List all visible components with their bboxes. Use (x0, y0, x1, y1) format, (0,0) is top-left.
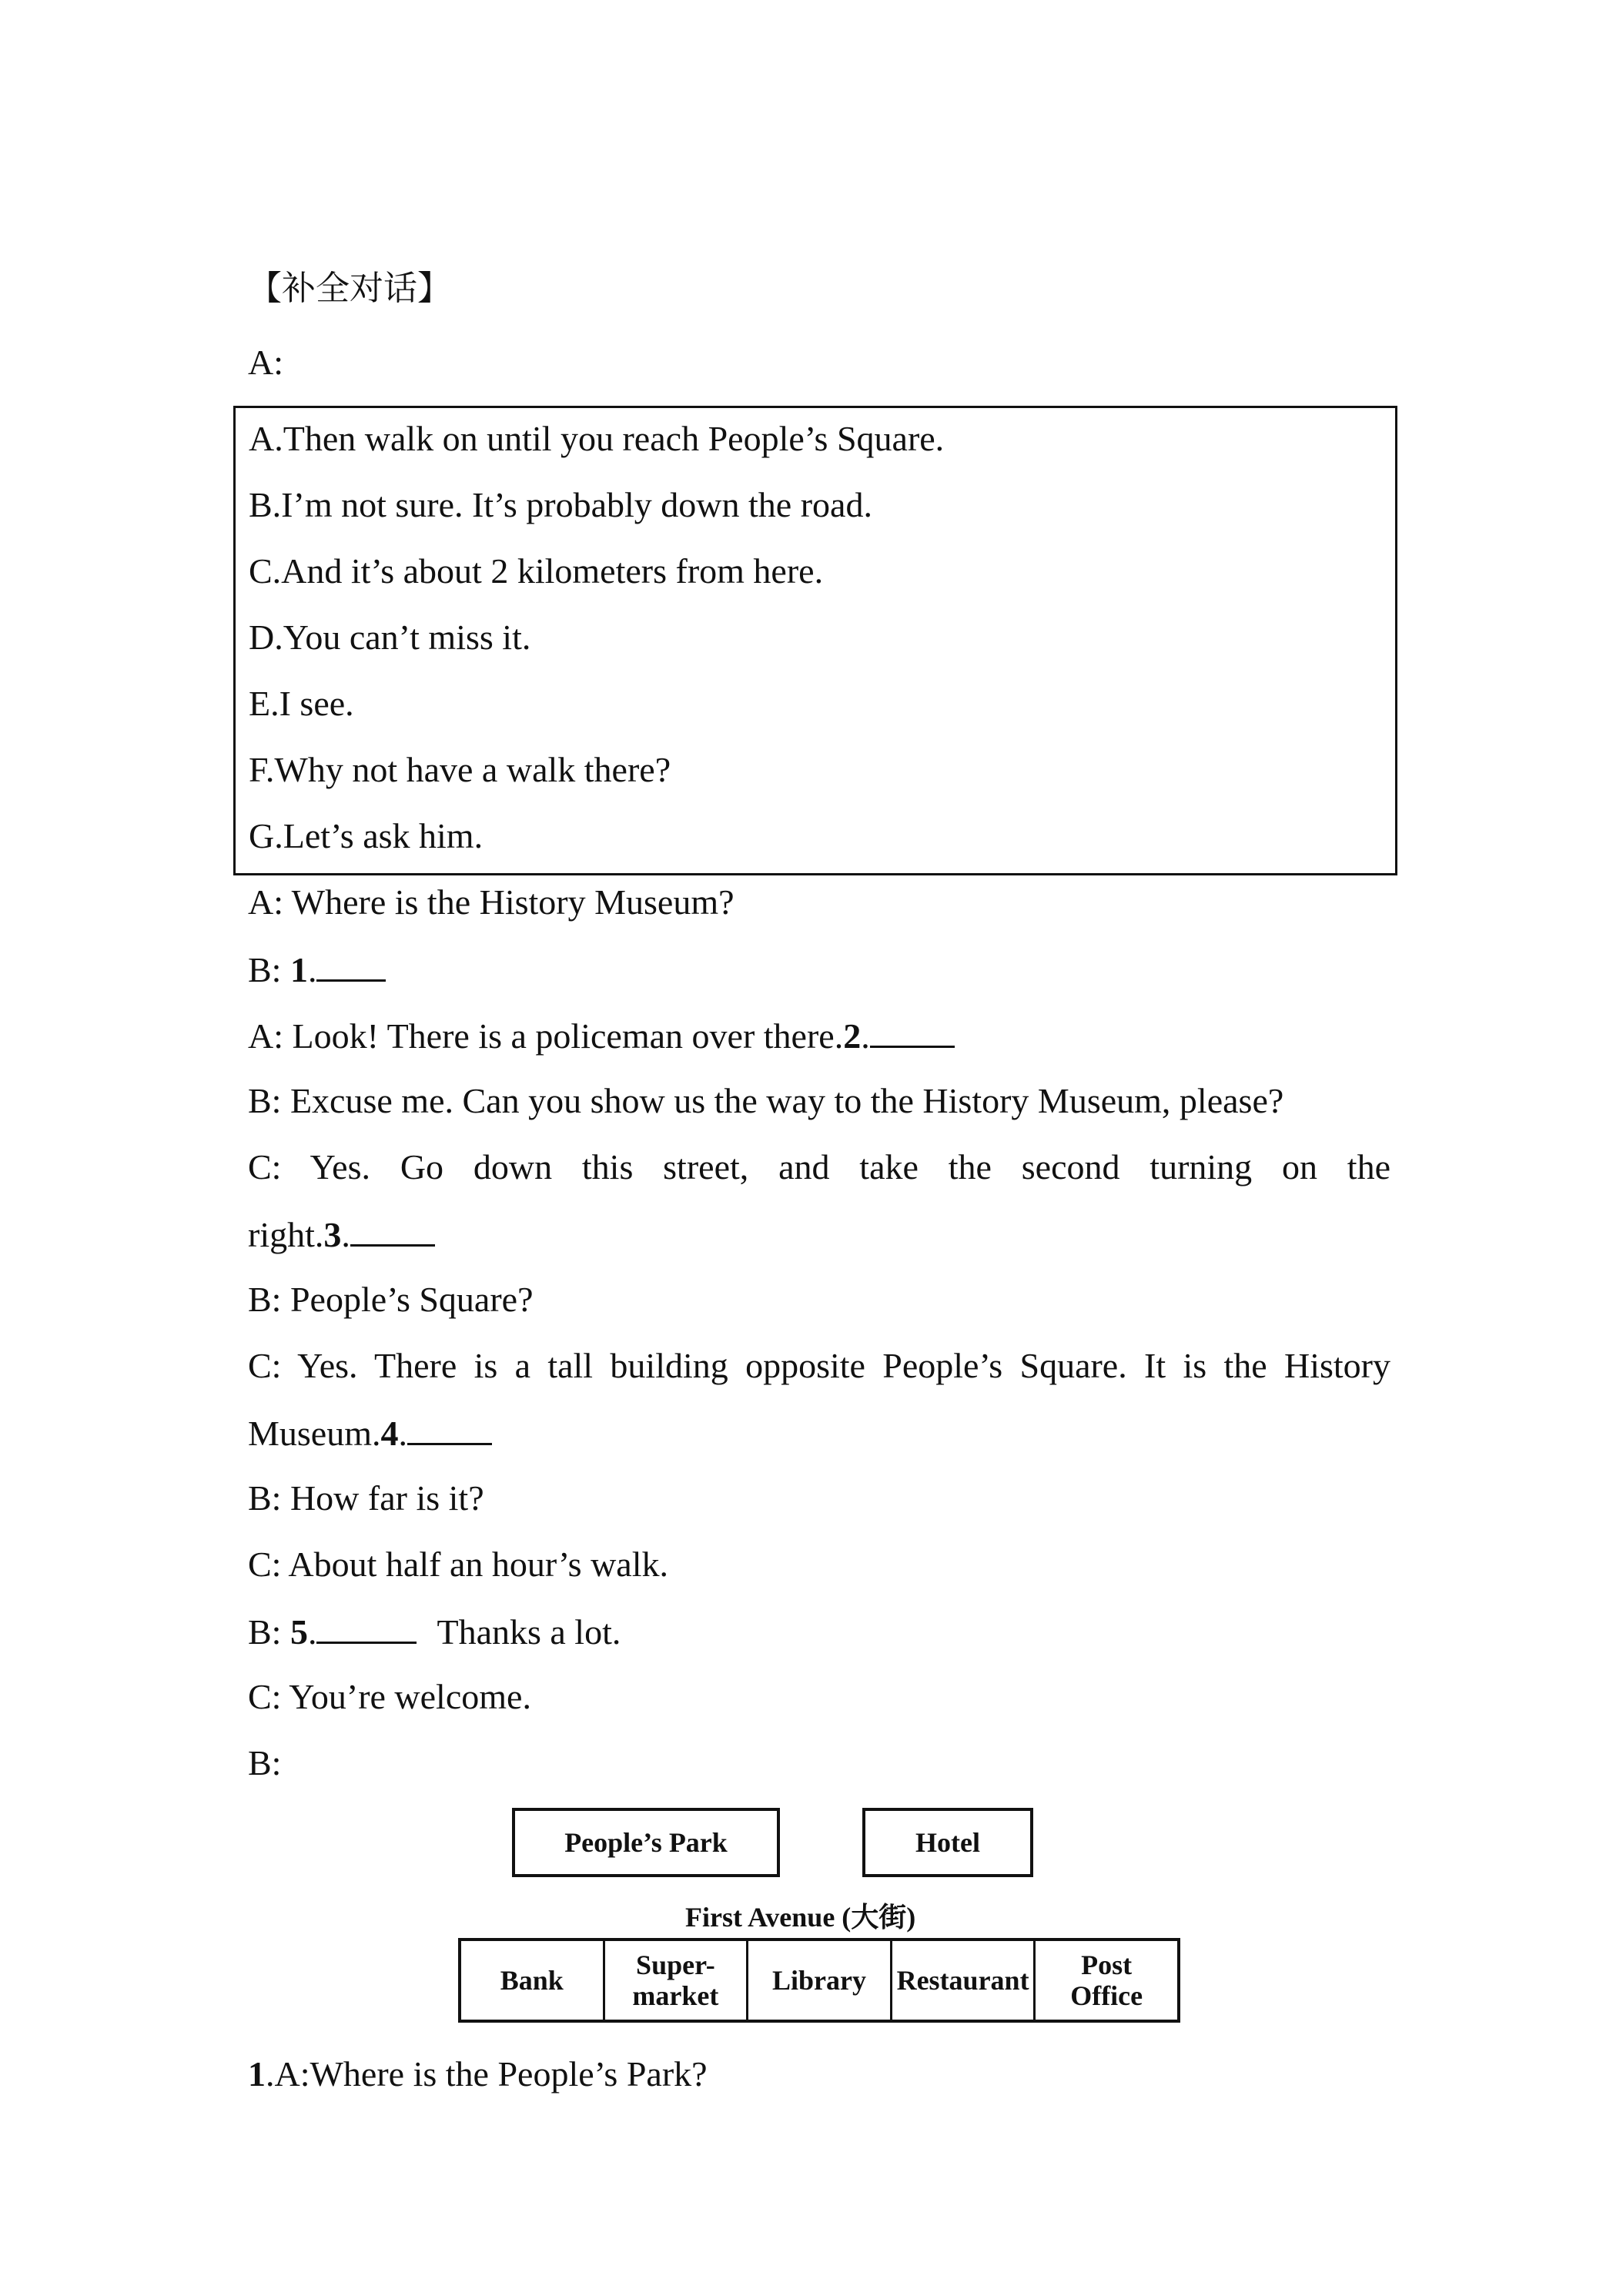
answer-blank[interactable] (407, 1409, 492, 1445)
map-peoples-park: People’s Park (512, 1808, 780, 1877)
dialogue-text: A: Look! There is a policeman over there. (248, 1016, 844, 1056)
speaker-text: B: (248, 950, 290, 989)
blank-dot: . (861, 1016, 870, 1056)
map-bank (461, 1941, 605, 2020)
dialogue-line (248, 1210, 435, 1258)
map-bank-label: Bank (500, 1965, 564, 1996)
map-restaurant (892, 1941, 1036, 2020)
map-building-row (458, 1938, 1180, 2023)
map-post-office-label: Post Office (1070, 1950, 1143, 2011)
blank-dot: . (341, 1215, 350, 1254)
dialogue-line: C: Yes. There is a tall building opposite People’s Square. It is the History (248, 1346, 1390, 1385)
question-number: 1 (248, 2054, 266, 2094)
blank-number: 5 (289, 1612, 308, 1652)
blank-dot: . (307, 950, 317, 989)
section-heading: 【补全对话】 (248, 269, 451, 308)
map-library-label: Library (771, 1965, 866, 1996)
blank-number: 2 (843, 1016, 862, 1056)
map-post-office (1036, 1941, 1177, 2020)
map-library (748, 1941, 892, 2020)
map-supermarket-label: Super- market (632, 1950, 719, 2011)
map-hotel: Hotel (862, 1808, 1033, 1877)
dialogue-line (248, 1012, 955, 1059)
dialogue-line: C: Yes. Go down this street, and take the second turning on the (248, 1147, 1390, 1186)
section-b-label: B: (248, 1743, 282, 1782)
blank-number: 1 (289, 950, 308, 989)
dialogue-line: C: About half an hour’s walk. (248, 1545, 668, 1584)
dialogue-line: A: Where is the History Museum? (248, 882, 735, 922)
option-a: A.Then walk on until you reach People’s Square. (249, 419, 945, 458)
blank-number: 3 (323, 1215, 342, 1254)
answer-blank[interactable] (316, 946, 386, 982)
option-f: F.Why not have a walk there? (249, 750, 671, 789)
speaker-text: B: (248, 1612, 290, 1652)
dialogue-line (248, 946, 386, 993)
dialogue-text: Museum. (248, 1414, 381, 1453)
dialogue-line: B: People’s Square? (248, 1280, 534, 1319)
option-g: G.Let’s ask him. (249, 816, 484, 855)
option-e: E.I see. (249, 684, 354, 723)
map-restaurant-label: Restaurant (896, 1965, 1029, 1996)
option-c: C.And it’s about 2 kilometers from here. (249, 551, 824, 591)
answer-blank[interactable] (350, 1210, 435, 1247)
question-text: .A:Where is the People’s Park? (266, 2054, 708, 2094)
dialogue-line: B: Excuse me. Can you show us the way to the History Museum, please? (248, 1081, 1284, 1120)
map-street-label: First Avenue (大街) (685, 1902, 916, 1933)
dialogue-line: C: You’re welcome. (248, 1677, 531, 1716)
answer-blank[interactable] (870, 1012, 955, 1048)
dialogue-text: Thanks a lot. (437, 1612, 621, 1652)
dialogue-line (248, 1608, 621, 1655)
dialogue-line: B: How far is it? (248, 1478, 484, 1518)
option-d: D.You can’t miss it. (249, 618, 531, 657)
options-box (233, 406, 1397, 875)
question-line (248, 2051, 708, 2097)
blank-number: 4 (380, 1414, 399, 1453)
dialogue-line (248, 1409, 492, 1457)
section-a-label: A: (248, 343, 283, 382)
dialogue-text: right. (248, 1215, 324, 1254)
blank-dot: . (398, 1414, 407, 1453)
blank-dot: . (307, 1612, 317, 1652)
option-b: B.I’m not sure. It’s probably down the road. (249, 485, 872, 524)
map-supermarket (605, 1941, 749, 2020)
answer-blank[interactable] (316, 1608, 417, 1644)
